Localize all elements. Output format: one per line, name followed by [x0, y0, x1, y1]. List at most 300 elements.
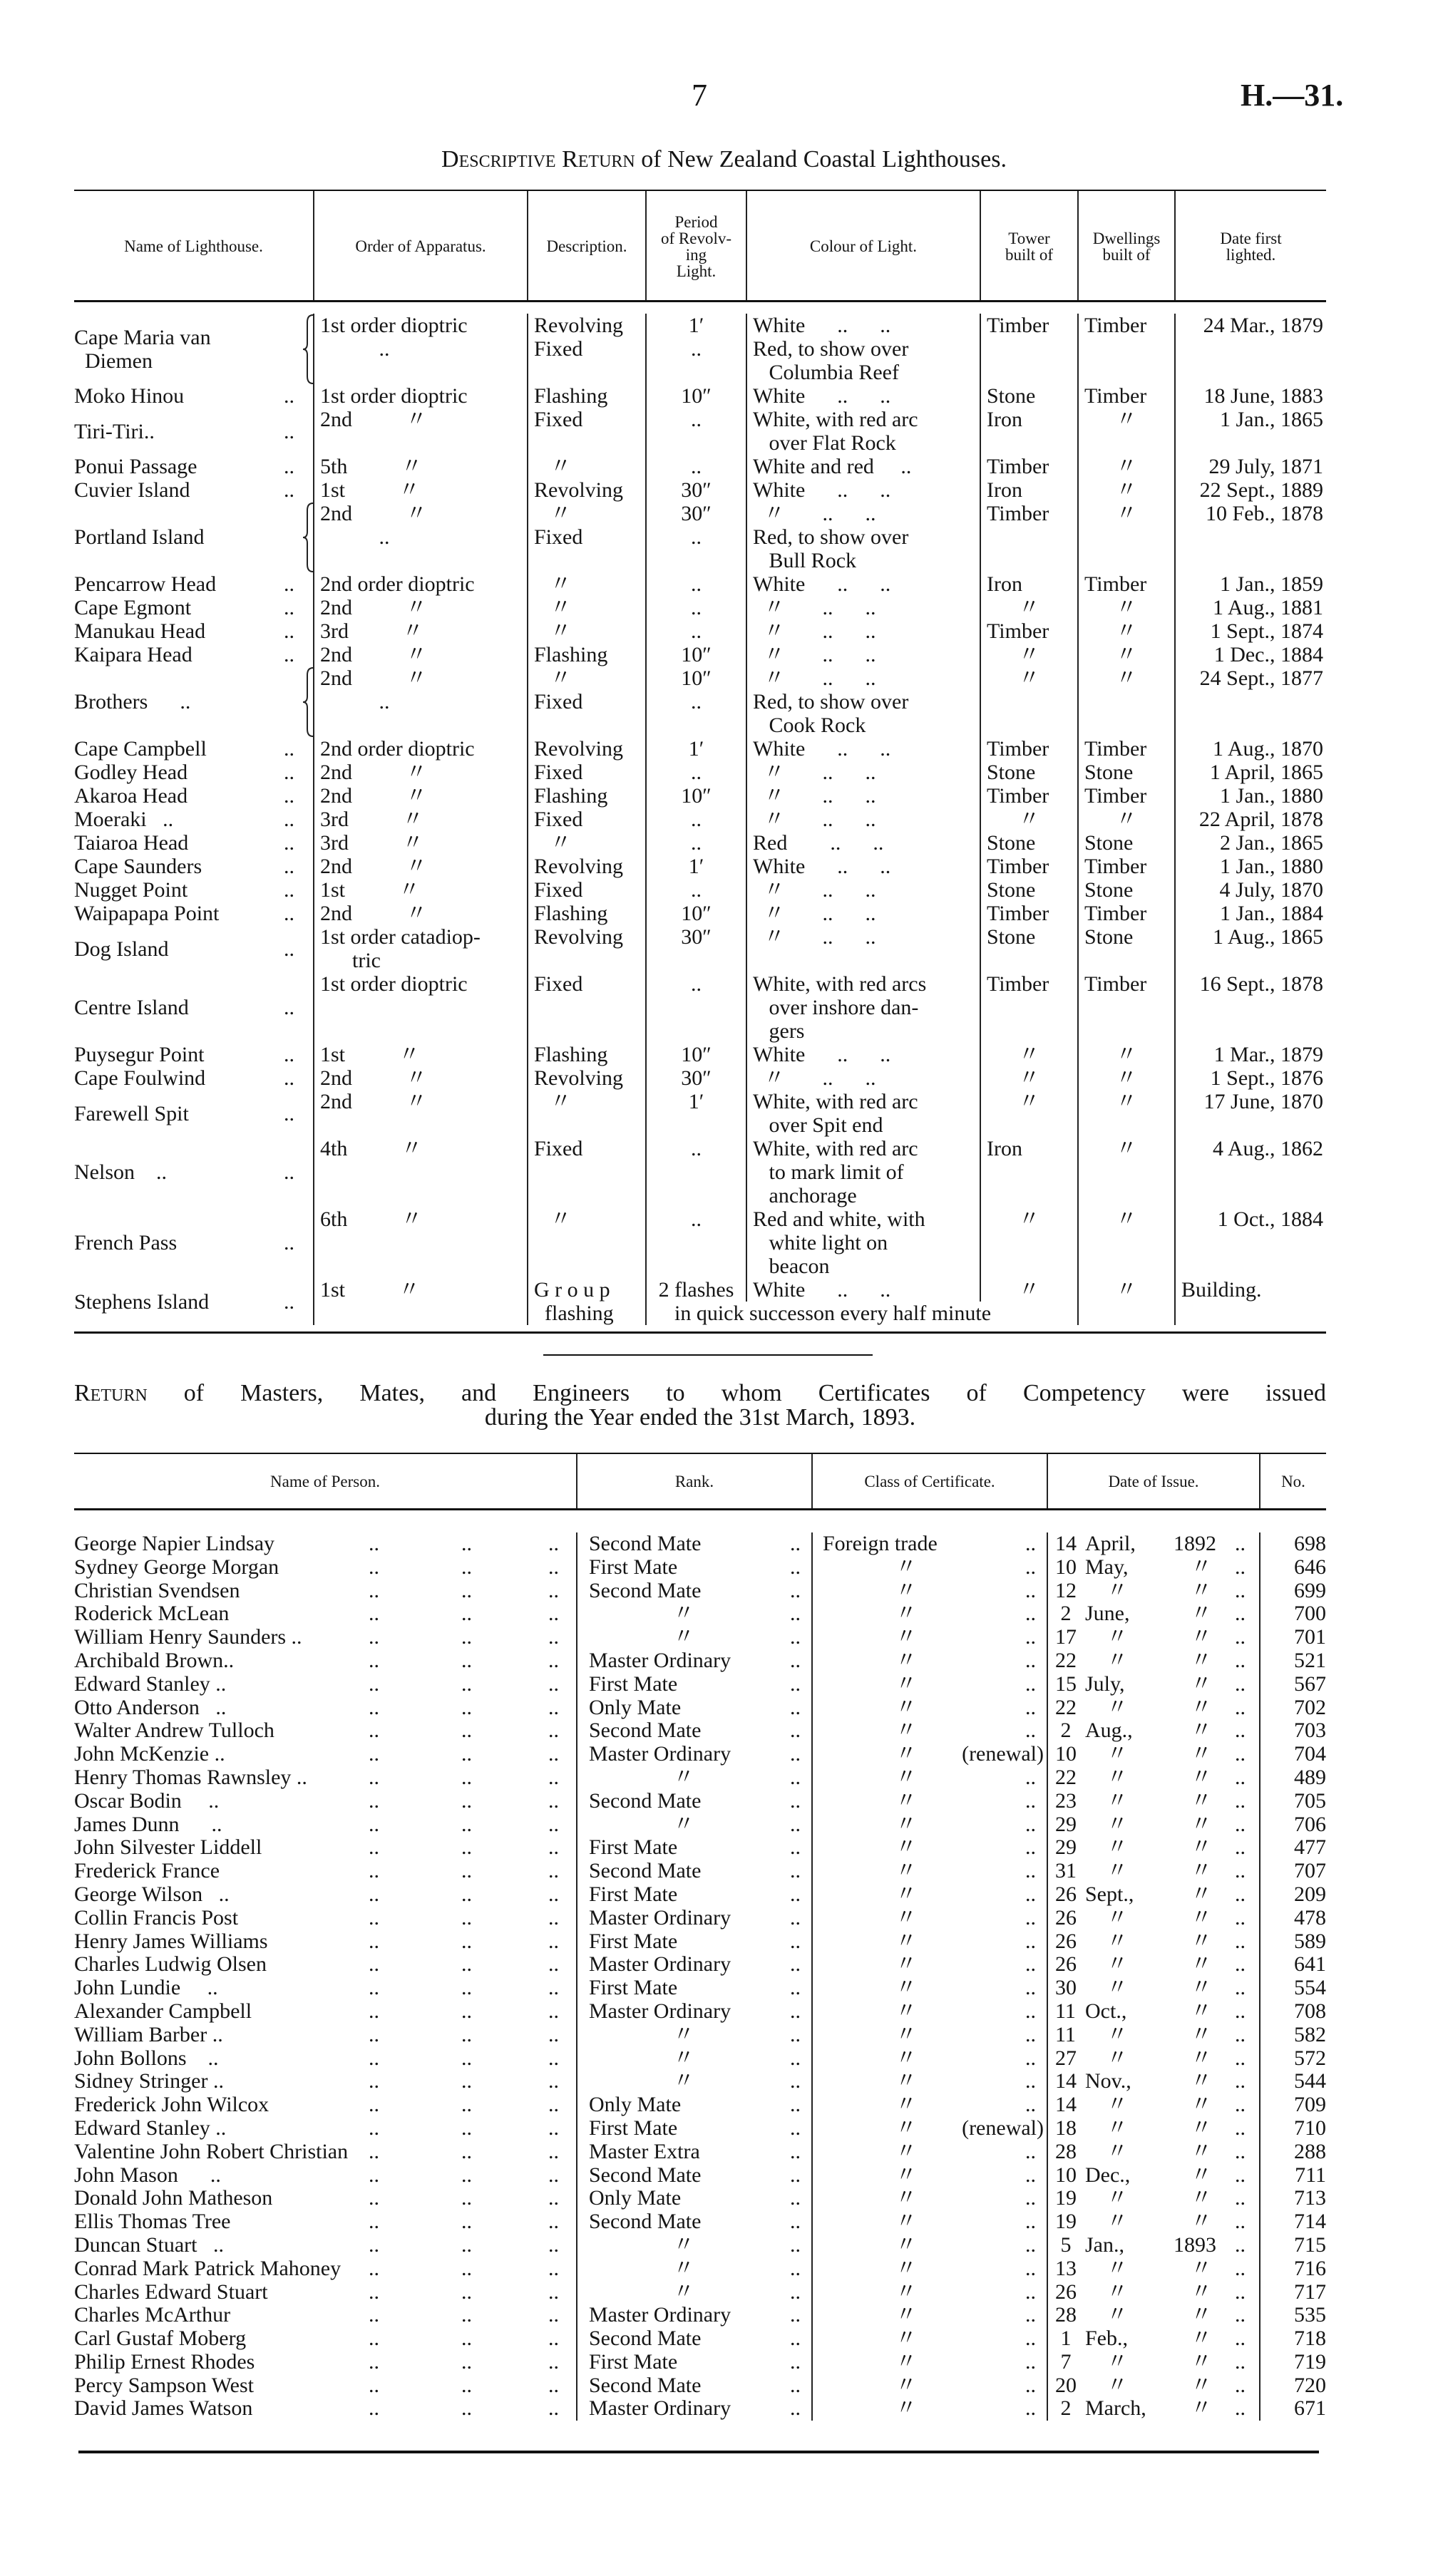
class-cell: [811, 1766, 1047, 1790]
date-cell: [1047, 1719, 1259, 1743]
cell-order: 6th 〃: [313, 1207, 527, 1278]
leader-dots: ..: [790, 1602, 801, 1626]
issue-month: Nov.,: [1085, 2069, 1131, 2093]
issue-day: 28: [1055, 2139, 1077, 2163]
lighthouse-name: Cape Maria van Diemen: [74, 325, 211, 373]
person-cell: [74, 1673, 576, 1696]
table-row: [74, 619, 1326, 643]
cell-date: 1 Jan., 1859: [1174, 572, 1326, 596]
cell-colour: White .. ..: [746, 572, 980, 596]
leader-dots: ..: [1025, 1765, 1036, 1789]
person-cell: [74, 1907, 576, 1930]
rank-cell: [576, 2374, 811, 2398]
leader-dots: ..: [1025, 1671, 1036, 1696]
cell-desc: 〃: [527, 455, 645, 478]
certificate-class: 〃: [895, 1625, 917, 1649]
issue-month: 〃: [1106, 2303, 1128, 2327]
certificate-number: 710: [1294, 2116, 1326, 2140]
issue-day: 31: [1055, 1859, 1077, 1883]
leader-dots: ..: [284, 478, 294, 502]
lighthouse-name: Cape Campbell: [74, 737, 207, 761]
issue-year: 〃: [1191, 1602, 1212, 1626]
rank: 〃: [673, 2022, 694, 2046]
leader-dots: ..: [548, 1788, 559, 1813]
certificate-number: 707: [1294, 1859, 1326, 1883]
cell-colour: White .. ..: [746, 737, 980, 761]
rank-cell: [576, 1860, 811, 1883]
leader-dots: ..: [284, 619, 294, 643]
issue-month: 〃: [1106, 2373, 1128, 2397]
lighthouse-name: Moko Hinou: [74, 384, 185, 408]
issue-year: 〃: [1191, 1812, 1212, 1836]
leader-dots: ..: [1235, 1742, 1246, 1766]
class-cell: [811, 2351, 1047, 2374]
leader-dots: ..: [790, 2396, 801, 2421]
leader-dots: ..: [369, 2349, 379, 2374]
cell-period: 10″: [645, 643, 746, 666]
leader-dots: ..: [548, 1859, 559, 1883]
leader-dots: ..: [1235, 1976, 1246, 2000]
leader-dots: ..: [790, 1765, 801, 1789]
leader-dots: ..: [369, 1742, 379, 1766]
leader-dots: ..: [1025, 2373, 1036, 2397]
cell-tower: Stone: [980, 761, 1077, 784]
column-header: Colour of Light.: [746, 191, 980, 302]
person-cell: [74, 1626, 576, 1649]
person-name: John Lundie ..: [74, 1977, 222, 2000]
rank: Second Mate: [589, 1719, 702, 1743]
lighthouse-name-cell: [74, 408, 313, 455]
cell-order: 2nd 〃: [313, 408, 527, 455]
cell-date: 1 Aug., 1870: [1174, 737, 1326, 761]
renewal-note: (renewal): [962, 2116, 1044, 2140]
class-cell: [811, 1556, 1047, 1580]
leader-dots: ..: [790, 1695, 801, 1719]
class-cell: [811, 1860, 1047, 1883]
number-cell: [1259, 1719, 1326, 1743]
column-header: Dwellings built of: [1077, 191, 1174, 302]
rank-cell: [576, 2210, 811, 2234]
leader-dots: ..: [548, 1719, 559, 1743]
leader-dots: ..: [790, 2139, 801, 2163]
leader-dots: ..: [790, 1999, 801, 2023]
cell-colour: White .. ..: [746, 855, 980, 878]
leader-dots: ..: [790, 1929, 801, 1953]
rank: Master Ordinary: [589, 2396, 731, 2421]
class-cell: [811, 1953, 1047, 1977]
cell-tower: Timber: [980, 619, 1077, 643]
leader-dots: ..: [1235, 2116, 1246, 2140]
person-cell: [74, 2257, 576, 2281]
cell-dwell: 〃: [1077, 1207, 1174, 1278]
class-cell: [811, 1673, 1047, 1696]
issue-year: 〃: [1191, 1765, 1212, 1789]
leader-dots: ..: [1025, 2303, 1036, 2327]
issue-year: 〃: [1191, 2256, 1212, 2280]
column-header: Name of Lighthouse.: [124, 237, 263, 255]
cell-date: 1 Aug., 1881: [1174, 596, 1326, 619]
cell-period: 10″: [645, 1043, 746, 1066]
date-cell: [1047, 2304, 1259, 2327]
cell-date: 1 Jan., 1880: [1174, 784, 1326, 808]
certificate-number: 708: [1294, 1999, 1326, 2023]
number-cell: [1259, 1836, 1326, 1860]
cell-desc: Flashing: [527, 1043, 645, 1066]
number-cell: [1259, 2047, 1326, 2071]
leader-dots: ..: [369, 2256, 379, 2280]
rank-cell: [576, 2070, 811, 2093]
header-rule: [74, 300, 1326, 302]
cell-period: ..: [645, 1137, 746, 1207]
leader-dots: ..: [1235, 2022, 1246, 2046]
class-cell: [811, 2281, 1047, 2304]
rank-cell: [576, 1766, 811, 1790]
leader-dots: ..: [369, 1788, 379, 1813]
rank-cell: [576, 2397, 811, 2421]
cell-desc: Revolving: [527, 1066, 645, 1090]
leader-dots: ..: [1235, 2163, 1246, 2187]
cell-dwell: 〃: [1077, 1278, 1174, 1325]
class-cell: [811, 2397, 1047, 2421]
rank-cell: [576, 2093, 811, 2117]
leader-dots: ..: [548, 1765, 559, 1789]
issue-month: 〃: [1106, 1625, 1128, 1649]
leader-dots: ..: [548, 1812, 559, 1836]
issue-month: June,: [1085, 1602, 1130, 1626]
leader-dots: ..: [369, 1905, 379, 1930]
leader-dots: ..: [284, 1101, 294, 1125]
table-row: [74, 831, 1326, 855]
class-cell: [811, 2093, 1047, 2117]
person-name: Valentine John Robert Christian: [74, 2140, 352, 2164]
table-row: [74, 1207, 1326, 1278]
leader-dots: ..: [790, 2303, 801, 2327]
cell-colour: 〃 .. ..: [746, 619, 980, 643]
issue-year: 〃: [1191, 1742, 1212, 1766]
issue-day: 14: [1055, 1532, 1077, 1555]
lighthouse-name: Cape Egmont: [74, 596, 192, 619]
leader-dots: ..: [790, 2093, 801, 2117]
person-cell: [74, 2070, 576, 2093]
leader-dots: ..: [1025, 1719, 1036, 1743]
rank-cell: [576, 1556, 811, 1580]
leader-dots: ..: [548, 2303, 559, 2327]
leader-dots: ..: [284, 808, 294, 831]
issue-day: 14: [1055, 2093, 1077, 2117]
leader-dots: ..: [1025, 2069, 1036, 2093]
issue-year: 〃: [1191, 2303, 1212, 2327]
cell-colour: White, with red arcs over inshore dan- gers: [746, 972, 980, 1043]
leader-dots: ..: [548, 2232, 559, 2257]
cell-order: 2nd 〃: [313, 596, 527, 619]
person-cell: [74, 1743, 576, 1766]
date-cell: [1047, 2210, 1259, 2234]
cell-desc: 〃: [527, 572, 645, 596]
date-cell: [1047, 1556, 1259, 1580]
class-cell: [811, 1719, 1047, 1743]
table-row: [74, 2257, 1326, 2281]
cell-desc: Fixed: [527, 408, 645, 455]
leader-dots: ..: [1235, 2256, 1246, 2280]
issue-year: 〃: [1191, 1952, 1212, 1977]
leader-dots: ..: [790, 1976, 801, 2000]
person-name: Henry Thomas Rawnsley ..: [74, 1766, 312, 1790]
cell-period: 30″: [645, 1066, 746, 1090]
certificate-class: 〃: [895, 1859, 917, 1883]
table-row: [74, 1790, 1326, 1813]
issue-year: 〃: [1191, 2349, 1212, 2374]
cell-date: 22 April, 1878: [1174, 808, 1326, 831]
cell-date: 10 Feb., 1878: [1174, 502, 1326, 572]
cell-order: 2nd 〃 ..: [313, 666, 527, 737]
issue-day: 2: [1055, 2396, 1072, 2421]
leader-dots: ..: [461, 2373, 472, 2397]
issue-day: 17: [1055, 1625, 1077, 1649]
person-name: Sydney George Morgan: [74, 1556, 283, 1580]
issue-day: 26: [1055, 1882, 1077, 1906]
rank-cell: [576, 2351, 811, 2374]
table-row: [74, 737, 1326, 761]
cell-desc: Fixed: [527, 878, 645, 902]
leader-dots: ..: [1025, 1788, 1036, 1813]
lighthouse-name-cell: [74, 902, 313, 925]
rank: Second Mate: [589, 1859, 702, 1883]
leader-dots: ..: [284, 831, 294, 855]
cell-order: 1st order catadiop- tric: [313, 925, 527, 972]
cell-tower: Timber: [980, 855, 1077, 878]
certificate-class: 〃: [895, 1671, 917, 1696]
lighthouses-title-rest: of New Zealand Coastal Lighthouses.: [635, 146, 1007, 172]
date-cell: [1047, 1532, 1259, 1556]
leader-dots: ..: [1025, 2186, 1036, 2210]
leader-dots: ..: [369, 1929, 379, 1953]
date-cell: [1047, 2070, 1259, 2093]
cell-order: 2nd 〃: [313, 643, 527, 666]
cell-tower: Timber: [980, 314, 1077, 384]
certificate-class: 〃: [895, 1695, 917, 1719]
person-name: William Barber ..: [74, 2024, 227, 2047]
table-row: [74, 2210, 1326, 2234]
issue-day: 29: [1055, 1835, 1077, 1860]
leader-dots: ..: [284, 784, 294, 808]
cell-period: 10″ ..: [645, 666, 746, 737]
lighthouse-name-cell: [74, 666, 313, 737]
issue-day: 10: [1055, 2163, 1077, 2187]
cell-colour: Red and white, with white light on beacon: [746, 1207, 980, 1278]
cell-tower: 〃: [980, 1278, 1077, 1325]
leader-dots: ..: [548, 2139, 559, 2163]
cell-dwell: 〃: [1077, 408, 1174, 455]
cell-colour: White, with red arc over Spit end: [746, 1090, 980, 1137]
issue-day: 26: [1055, 1952, 1077, 1977]
leader-dots: ..: [790, 1952, 801, 1977]
number-cell: [1259, 2374, 1326, 2398]
number-cell: [1259, 1626, 1326, 1649]
rank: Master Ordinary: [589, 2303, 731, 2327]
cell-tower: 〃: [980, 1043, 1077, 1066]
leader-dots: ..: [1235, 1555, 1246, 1579]
leader-dots: ..: [284, 1043, 294, 1066]
certificate-number: 713: [1294, 2186, 1326, 2210]
leader-dots: ..: [1235, 2327, 1246, 2351]
leader-dots: ..: [461, 2093, 472, 2117]
issue-month: 〃: [1106, 2186, 1128, 2210]
issue-year: 〃: [1191, 1671, 1212, 1696]
table-bottom-rule: [74, 1331, 1326, 1334]
issue-day: 22: [1055, 1648, 1077, 1672]
leader-dots: ..: [1235, 1812, 1246, 1836]
cell-period: ..: [645, 455, 746, 478]
rank-cell: [576, 1532, 811, 1556]
person-name: Archibald Brown..: [74, 1649, 238, 1673]
rank-cell: [576, 1696, 811, 1720]
cell-date: 1 Aug., 1865: [1174, 925, 1326, 972]
leader-dots: ..: [461, 1929, 472, 1953]
lighthouse-name-cell: [74, 1066, 313, 1090]
table-row: [74, 1930, 1326, 1954]
leader-dots: ..: [461, 2139, 472, 2163]
table-row: [74, 784, 1326, 808]
cell-tower: Iron: [980, 478, 1077, 502]
cell-order: 1st 〃: [313, 878, 527, 902]
table-row: [74, 455, 1326, 478]
issue-day: 13: [1055, 2256, 1077, 2280]
issue-day: 5: [1055, 2232, 1072, 2257]
leader-dots: ..: [548, 1625, 559, 1649]
rank: 〃: [673, 1602, 694, 1626]
certificate-class: 〃: [895, 2093, 917, 2117]
leader-dots: ..: [461, 2210, 472, 2234]
cell-date: 24 Mar., 1879: [1174, 314, 1326, 384]
leader-dots: ..: [1235, 2093, 1246, 2117]
leader-dots: ..: [790, 1788, 801, 1813]
leader-dots: ..: [461, 2046, 472, 2070]
rank-cell: [576, 2117, 811, 2140]
certificate-number: 703: [1294, 1719, 1326, 1743]
cell-desc: 〃: [527, 619, 645, 643]
certificate-class: 〃: [895, 2069, 917, 2093]
issue-month: 〃: [1106, 2046, 1128, 2070]
lighthouse-name-cell: [74, 784, 313, 808]
leader-dots: ..: [461, 1859, 472, 1883]
cell-dwell: Stone: [1077, 925, 1174, 972]
issue-year: 〃: [1191, 2139, 1212, 2163]
issue-day: 19: [1055, 2186, 1077, 2210]
issue-month: 〃: [1106, 1835, 1128, 1860]
leader-dots: ..: [1235, 1999, 1246, 2023]
rank-cell: [576, 1580, 811, 1603]
person-cell: [74, 2093, 576, 2117]
leader-dots: ..: [548, 1602, 559, 1626]
leader-dots: ..: [1025, 2139, 1036, 2163]
leader-dots: ..: [369, 2093, 379, 2117]
leader-dots: ..: [284, 384, 294, 408]
leader-dots: ..: [1235, 2303, 1246, 2327]
cell-desc: Flashing: [527, 643, 645, 666]
certificate-number: 700: [1294, 1602, 1326, 1626]
cell-tower: 〃: [980, 1090, 1077, 1137]
number-cell: [1259, 2187, 1326, 2210]
date-cell: [1047, 2234, 1259, 2257]
cell-dwell: 〃: [1077, 808, 1174, 831]
cell-dwell: 〃: [1077, 478, 1174, 502]
number-cell: [1259, 1696, 1326, 1720]
person-cell: [74, 2304, 576, 2327]
table-row: [74, 2234, 1326, 2257]
leader-dots: ..: [284, 855, 294, 878]
issue-year: 〃: [1191, 2186, 1212, 2210]
number-cell: [1259, 2257, 1326, 2281]
table-row: [74, 1907, 1326, 1930]
cell-desc: Revolving: [527, 925, 645, 972]
number-cell: [1259, 1977, 1326, 2000]
issue-day: 26: [1055, 2279, 1077, 2304]
leader-dots: ..: [790, 1742, 801, 1766]
leader-dots: ..: [548, 2022, 559, 2046]
rank: First Mate: [589, 1976, 678, 2000]
leader-dots: ..: [1025, 2163, 1036, 2187]
cell-date: Building.: [1174, 1278, 1326, 1325]
class-cell: [811, 1602, 1047, 1626]
header-rule: [74, 1508, 1326, 1510]
cell-tower: Iron: [980, 1137, 1077, 1207]
leader-dots: ..: [1025, 2396, 1036, 2421]
column-header: Date of Issue.: [1047, 1454, 1259, 1510]
rank: Second Mate: [589, 1788, 702, 1813]
lighthouse-name: Dog Island: [74, 937, 169, 961]
leader-dots: ..: [790, 1532, 801, 1555]
certificate-class: 〃: [895, 2232, 917, 2257]
leader-dots: ..: [1235, 1695, 1246, 1719]
cell-desc: Fixed: [527, 761, 645, 784]
person-cell: [74, 1836, 576, 1860]
lighthouse-name-cell: [74, 572, 313, 596]
date-cell: [1047, 1673, 1259, 1696]
leader-dots: ..: [548, 2396, 559, 2421]
leader-dots: ..: [1025, 2022, 1036, 2046]
cell-colour: 〃 .. ..: [746, 925, 980, 972]
cell-dwell: Timber: [1077, 572, 1174, 596]
cell-period: ..: [645, 761, 746, 784]
leader-dots: ..: [1025, 2256, 1036, 2280]
cell-period: ..: [645, 808, 746, 831]
cell-order: 2nd 〃: [313, 855, 527, 878]
issue-year: 〃: [1191, 2396, 1212, 2421]
date-cell: [1047, 1696, 1259, 1720]
cell-desc: Flashing: [527, 902, 645, 925]
lighthouse-name: Pencarrow Head: [74, 572, 217, 596]
table-row: [74, 314, 1326, 384]
number-cell: [1259, 1930, 1326, 1954]
lighthouses-title-prefix: Descriptive Return: [441, 146, 635, 172]
leader-dots: ..: [284, 1160, 294, 1184]
certificates-title-line1: of Masters, Mates, and Engineers to whom Certificates of Competency were issued: [147, 1380, 1326, 1406]
leader-dots: ..: [548, 2210, 559, 2234]
certificate-number: 705: [1294, 1788, 1326, 1813]
certificate-class: 〃: [895, 2396, 917, 2421]
cell-date: 29 July, 1871: [1174, 455, 1326, 478]
leader-dots: ..: [1025, 1905, 1036, 1930]
certificate-number: 671: [1294, 2396, 1326, 2421]
rank: Second Mate: [589, 2373, 702, 2397]
cell-colour: White and red ..: [746, 455, 980, 478]
issue-year: 〃: [1191, 1578, 1212, 1602]
leader-dots: ..: [461, 2116, 472, 2140]
class-cell: [811, 1532, 1047, 1556]
leader-dots: ..: [284, 761, 294, 784]
certificates-title-prefix: Return: [74, 1380, 148, 1406]
cell-dwell: Timber: [1077, 737, 1174, 761]
